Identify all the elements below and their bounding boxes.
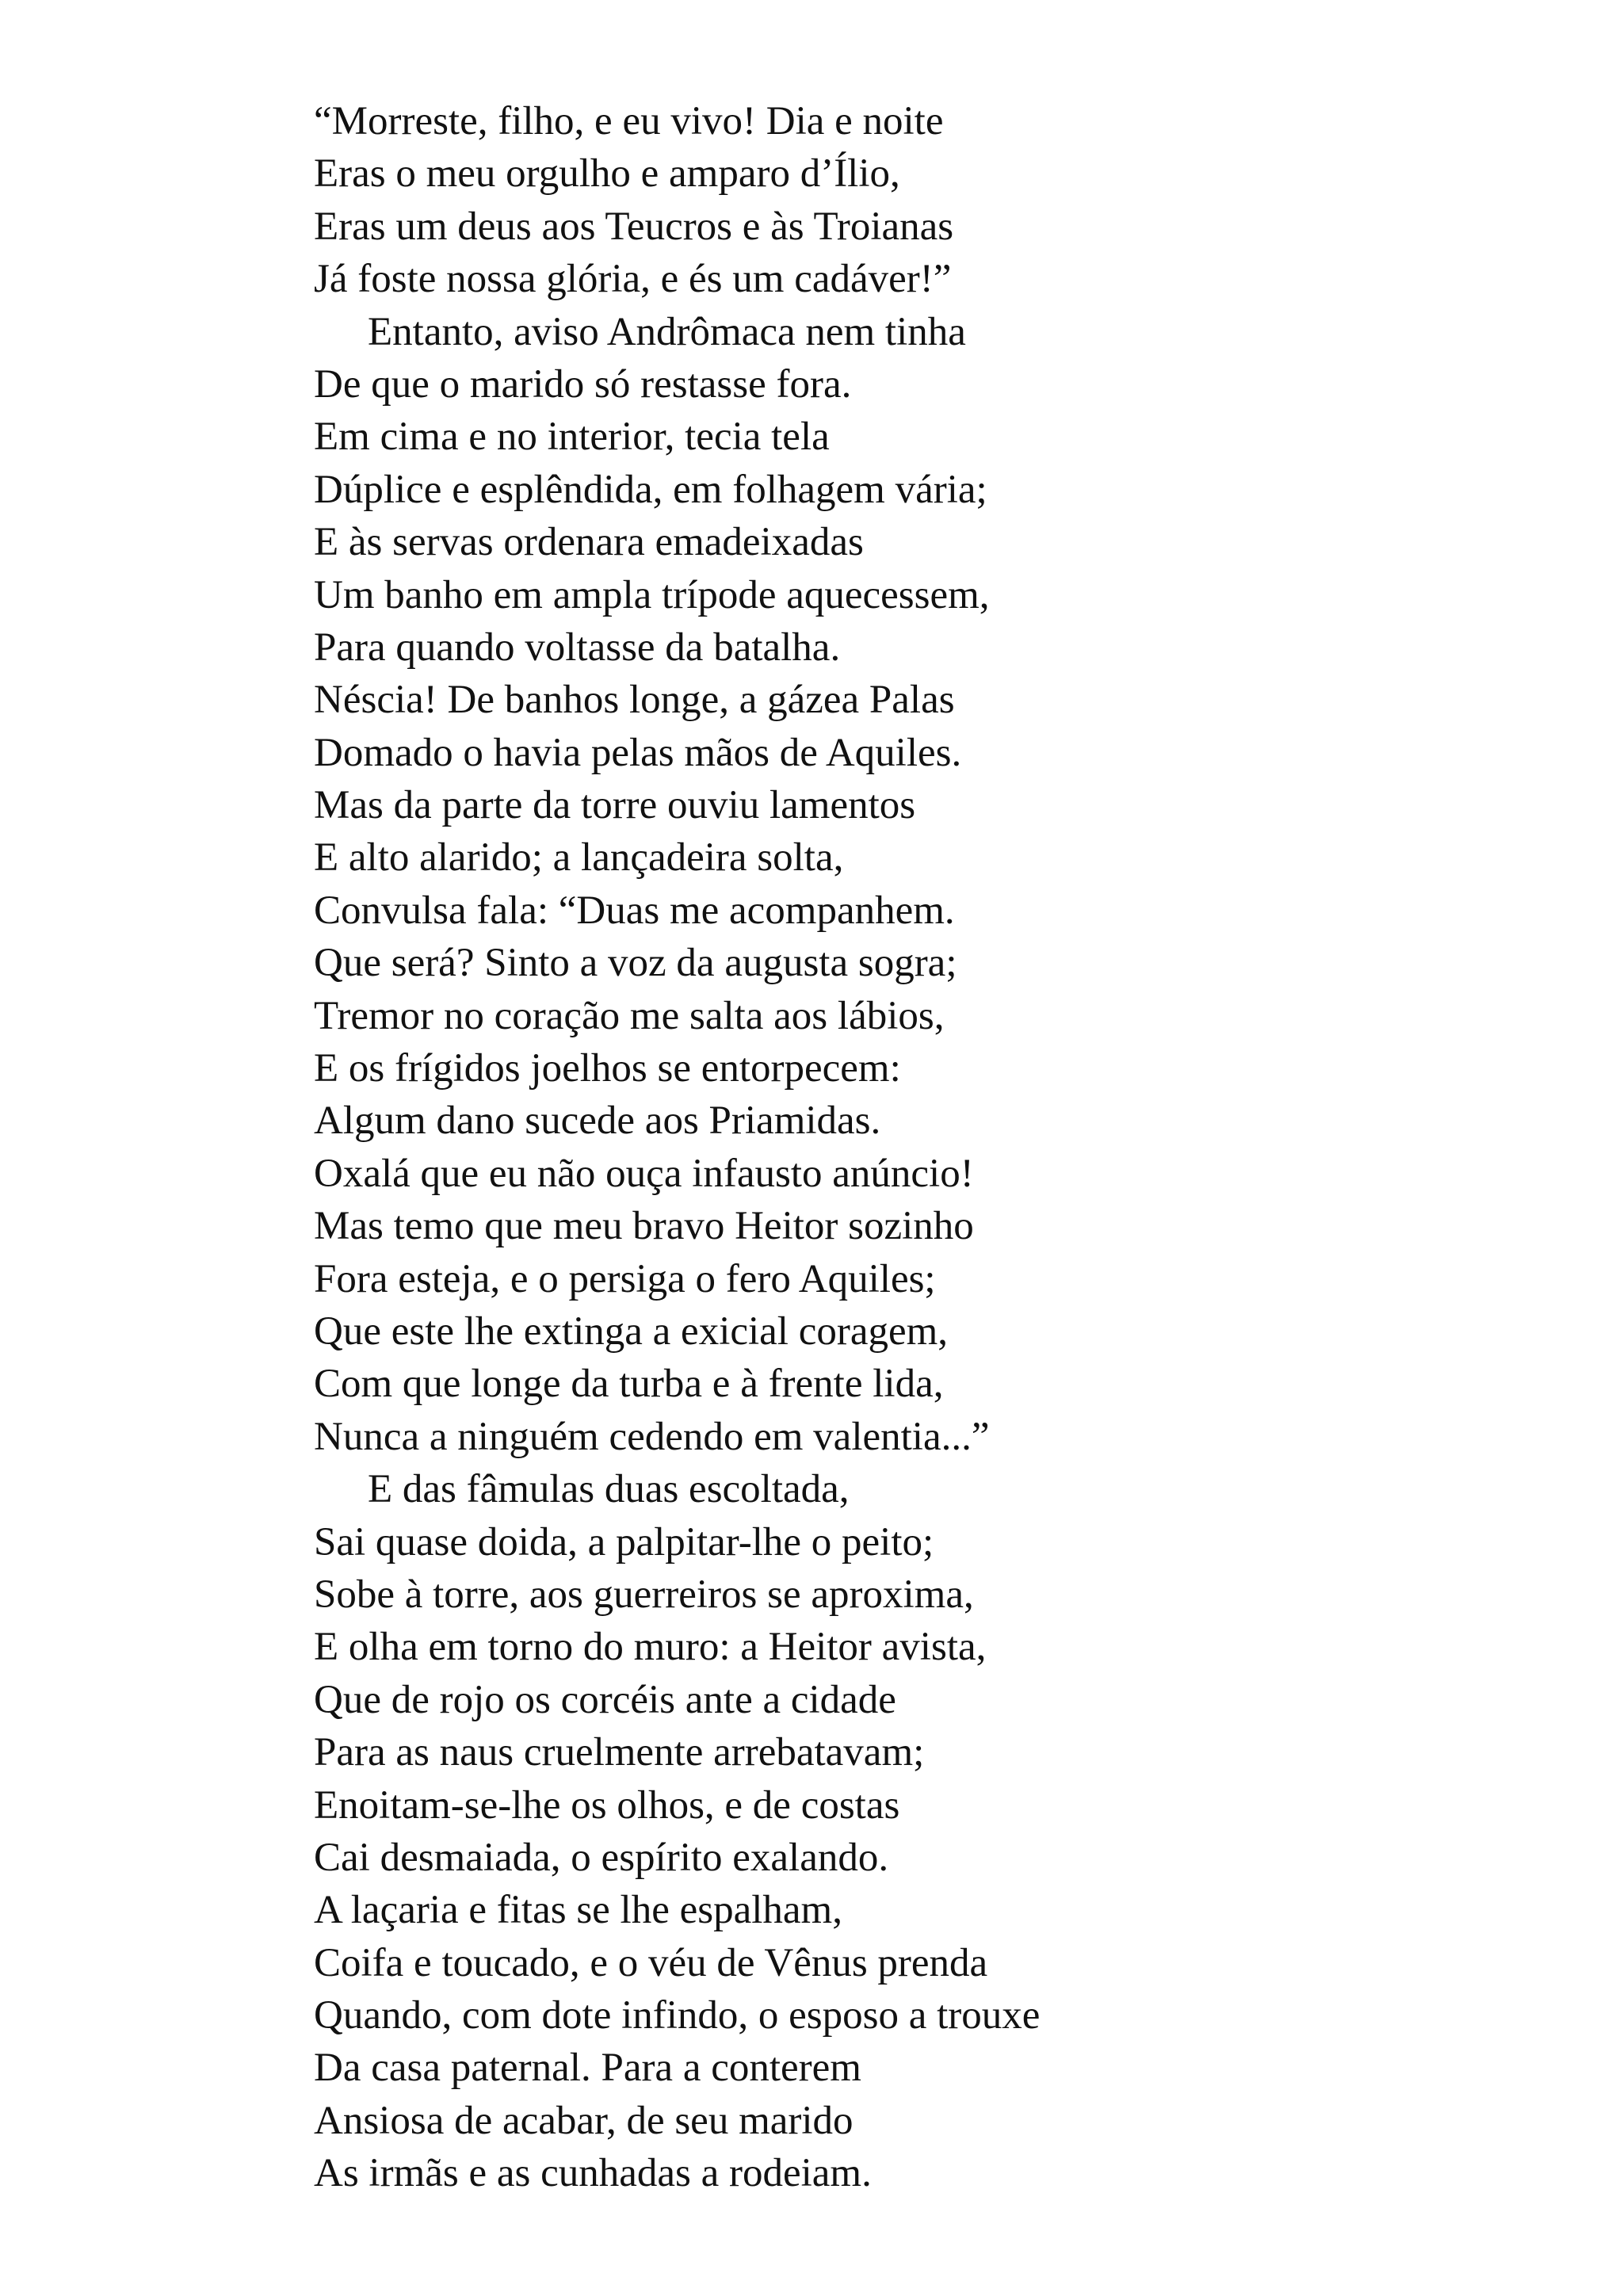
poem-line: Enoitam-se-lhe os olhos, e de costas — [314, 1782, 900, 1828]
poem-line: Que este lhe extinga a exicial coragem, — [314, 1308, 949, 1354]
poem-line: Em cima e no interior, tecia tela — [314, 415, 830, 460]
poem-line: Oxalá que eu não ouça infausto anúncio! — [314, 1151, 974, 1196]
poem-line: Com que longe da turba e à frente lida, — [314, 1362, 944, 1407]
poem-line: Fora esteja, e o persiga o fero Aquiles; — [314, 1256, 936, 1301]
poem-line: Dúplice e esplêndida, em folhagem vária; — [314, 467, 987, 512]
poem-line: Convulsa fala: “Duas me acompanhem. — [314, 888, 955, 933]
poem-line: Sai quase doida, a palpitar-lhe o peito; — [314, 1519, 934, 1564]
poem-line: Que será? Sinto a voz da augusta sogra; — [314, 941, 957, 986]
poem-line: Néscia! De banhos longe, a gázea Palas — [314, 678, 955, 723]
poem-text — [314, 95, 1503, 2200]
poem-line: E às servas ordenara emadeixadas — [314, 520, 864, 565]
poem-line: Já foste nossa glória, e és um cadáver!” — [314, 257, 952, 302]
poem-line: Nunca a ninguém cedendo em valentia...” — [314, 1414, 990, 1459]
poem-line: Eras o meu orgulho e amparo d’Ílio, — [314, 151, 900, 197]
poem-line: E olha em torno do muro: a Heitor avista, — [314, 1625, 987, 1670]
poem-line: Para as naus cruelmente arrebatavam; — [314, 1730, 925, 1775]
poem-line: Quando, com dote infindo, o esposo a trouxe — [314, 1993, 1041, 2038]
poem-line: Eras um deus aos Teucros e às Troianas — [314, 204, 954, 249]
poem-line: E os frígidos joelhos se entorpecem: — [314, 1046, 901, 1091]
poem-line: Mas temo que meu bravo Heitor sozinho — [314, 1204, 974, 1249]
poem-line: Que de rojo os corcéis ante a cidade — [314, 1677, 896, 1722]
poem-line: Para quando voltasse da batalha. — [314, 625, 841, 670]
poem-line: Sobe à torre, aos guerreiros se aproxima, — [314, 1572, 974, 1617]
poem-line: Entanto, aviso Andrômaca nem tinha — [368, 309, 966, 354]
poem-line: Coifa e toucado, e o véu de Vênus prenda — [314, 1940, 988, 1985]
poem-line: De que o marido só restasse fora. — [314, 361, 852, 407]
poem-line: Tremor no coração me salta aos lábios, — [314, 993, 945, 1038]
poem-line: Ansiosa de acabar, de seu marido — [314, 2098, 854, 2143]
poem-line: Um banho em ampla trípode aquecessem, — [314, 572, 990, 617]
poem-line: Domado o havia pelas mãos de Aquiles. — [314, 730, 962, 775]
poem-line: Algum dano sucede aos Priamidas. — [314, 1098, 881, 1144]
poem-line: E alto alarido; a lançadeira solta, — [314, 835, 844, 881]
poem-line: As irmãs e as cunhadas a rodeiam. — [314, 2151, 872, 2196]
poem-line: Mas da parte da torre ouviu lamentos — [314, 783, 916, 828]
poem-line: “Morreste, filho, e eu vivo! Dia e noite — [314, 99, 944, 143]
poem-line: E das fâmulas duas escoltada, — [368, 1467, 850, 1512]
poem-line: Cai desmaiada, o espírito exalando. — [314, 1835, 889, 1880]
poem-line: A laçaria e fitas se lhe espalham, — [314, 1888, 842, 1933]
poem-line: Da casa paternal. Para a conterem — [314, 2046, 861, 2091]
